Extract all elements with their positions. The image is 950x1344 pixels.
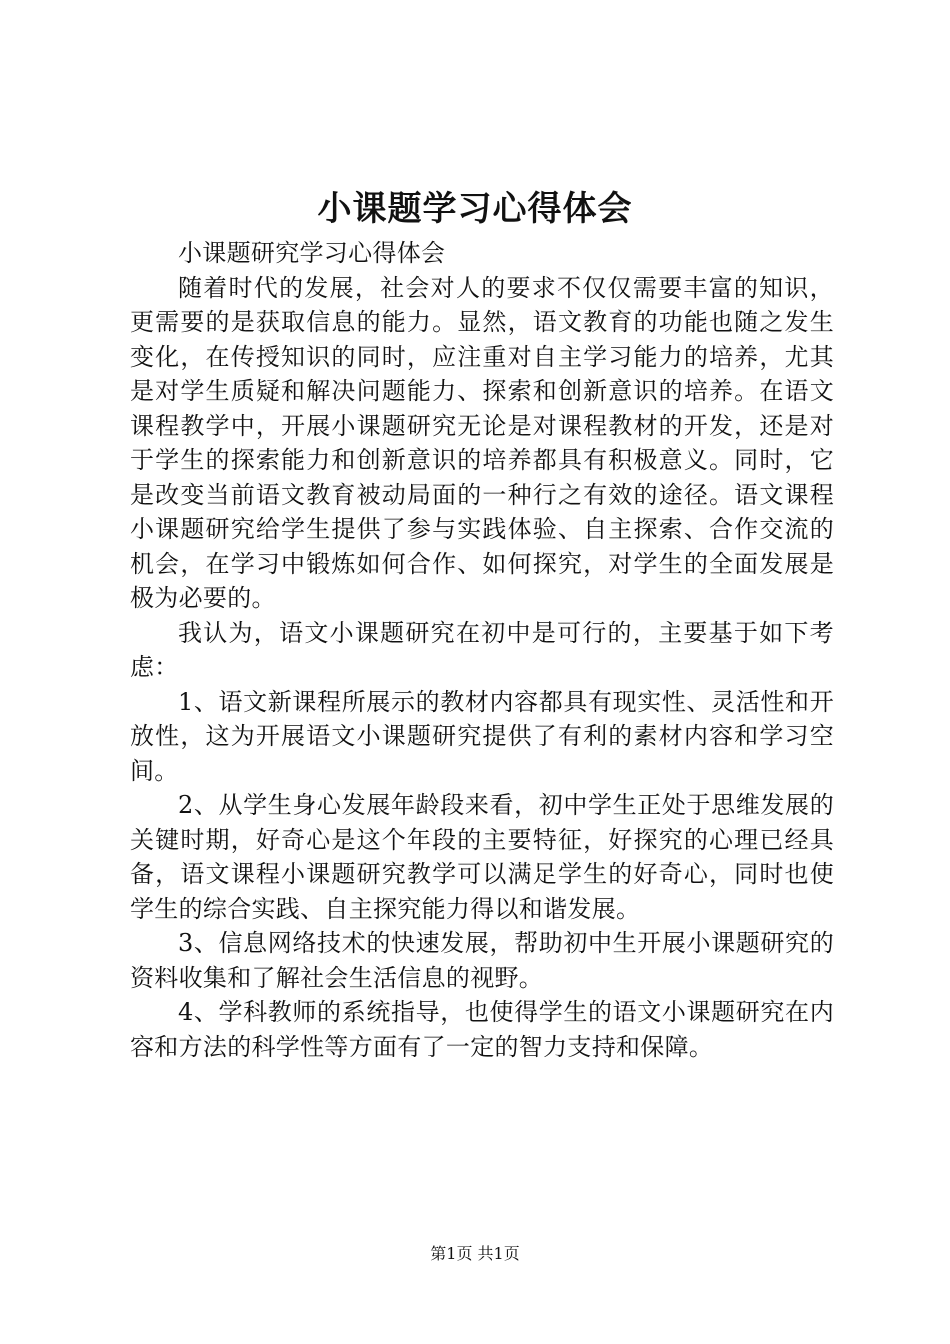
- subtitle-paragraph: 小课题研究学习心得体会: [178, 239, 446, 267]
- point-4-paragraph: 4、学科教师的系统指导，也使得学生的语文小课题研究在内容和方法的科学性等方面有了一定的智力支持和保障。: [130, 998, 834, 1061]
- point-1-paragraph: 1、语文新课程所展示的教材内容都具有现实性、灵活性和开放性，这为开展语文小课题研究提供了有利的素材内容和学习空间。: [130, 687, 834, 785]
- opinion-paragraph: 我认为，语文小课题研究在初中是可行的，主要基于如下考虑：: [130, 618, 834, 681]
- document-title: 小课题学习心得体会: [317, 189, 633, 229]
- point-2-paragraph: 2、从学生身心发展年龄段来看，初中学生正处于思维发展的关键时期，好奇心是这个年段的主要特征，好探究的心理已经具备，语文课程小课题研究教学可以满足学生的好奇心，同时也使学生的综合实践、自主探究能力得以和谐发展。: [130, 791, 834, 923]
- page-number-footer: 第1页 共1页: [430, 1244, 520, 1263]
- document-body: [130, 236, 834, 1064]
- point-3-paragraph: 3、信息网络技术的快速发展，帮助初中生开展小课题研究的资料收集和了解社会生活信息的视野。: [130, 929, 834, 992]
- intro-paragraph: 随着时代的发展，社会对人的要求不仅仅需要丰富的知识，更需要的是获取信息的能力。显然，语文教育的功能也随之发生变化，在传授知识的同时，应注重对自主学习能力的培养，尤其是对学生质疑和解决问题能力、探索和创新意识的培养。在语文课程教学中，开展小课题研究无论是对课程教材的开发，还是对于学生的探索能力和创新意识的培养都具有积极意义。同时，它是改变当前语文教育被动局面的一种行之有效的途径。语文课程小课题研究给学生提供了参与实践体验、自主探索、合作交流的机会，在学习中锻炼如何合作、如何探究，对学生的全面发展是极为必要的。: [130, 273, 834, 612]
